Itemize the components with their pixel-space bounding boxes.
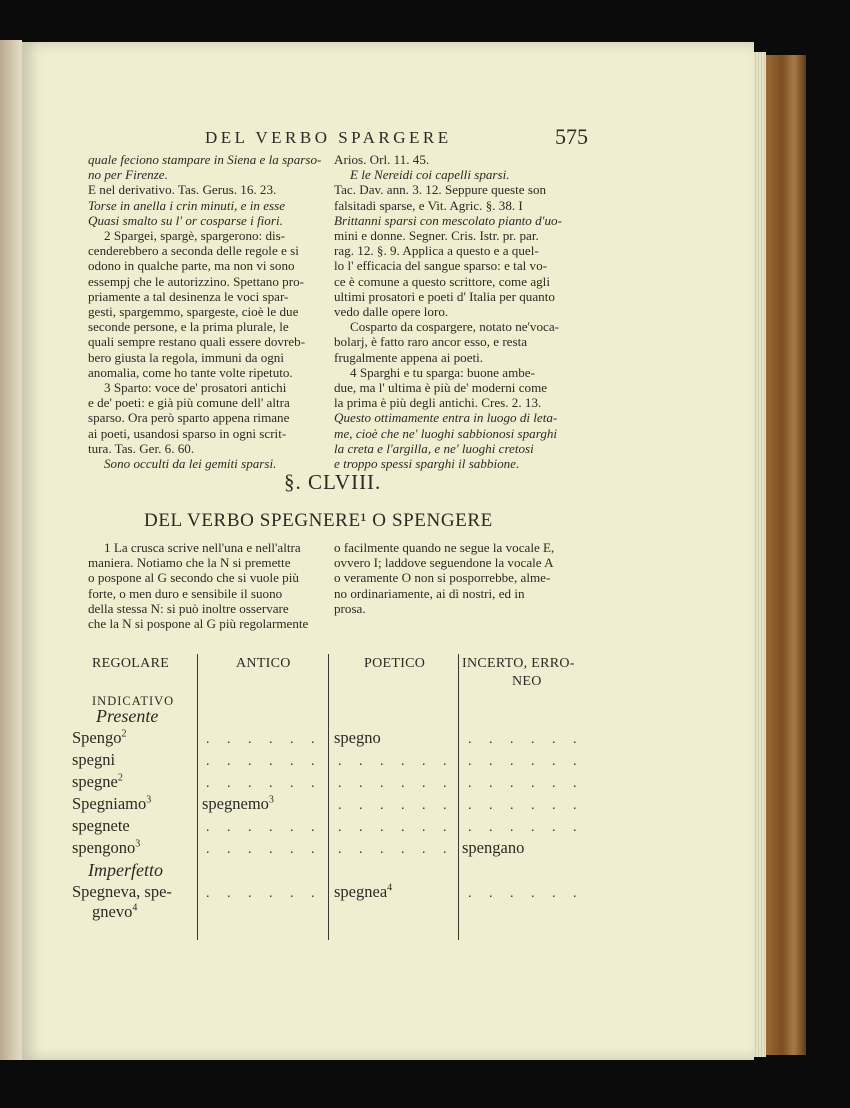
text-line: gesti, spargemmo, spargeste, cioè le due (88, 304, 299, 320)
poetico-form: spegno (334, 728, 381, 747)
regolare-form: spegni (72, 750, 116, 769)
text-line: cenderebbero a seconda delle regole e si (88, 243, 299, 259)
regolare-form: Spegneva, spe- (72, 882, 172, 901)
mood-label: INDICATIVO (92, 694, 175, 708)
footnote-line: prosa. (334, 600, 366, 616)
text-line: 3 Sparto: voce de' prosatori antichi (104, 380, 287, 396)
text-line: due, ma l' ultima è più de' moderni come (334, 380, 548, 396)
dots-placeholder: . . . . . . (206, 886, 322, 901)
text-line: E nel derivativo. Tas. Gerus. 16. 23. (88, 182, 277, 198)
dots-placeholder: . . . . . . (206, 754, 322, 769)
text-line: bero giusta la regola, immuni da ogni (88, 349, 284, 365)
footnote-ref: 3 (146, 794, 152, 806)
text-line: e troppo spessi sparghi il sabbione. (334, 456, 520, 472)
table-header-incerto-cont: NEO (512, 674, 542, 689)
table-row (72, 794, 151, 814)
text-line: odono in qualche parte, ma non vi sono (88, 258, 295, 274)
text-line: E le Nereidi coi capelli sparsi. (350, 167, 510, 183)
text-line: vedo dalle opere loro. (334, 304, 449, 320)
footnote-ref: 3 (135, 838, 141, 850)
footnote-column-left (88, 540, 358, 631)
table-divider (197, 654, 198, 940)
text-column-right (334, 152, 602, 471)
text-line: rag. 12. §. 9. Applica a questo e a quel- (334, 243, 539, 259)
text-line: ce è comune a questo scrittore, come agli (334, 273, 550, 289)
table-row (202, 794, 274, 814)
dots-placeholder: . . . . . . (468, 732, 584, 747)
incerto-form: spengano (462, 838, 525, 857)
footnote-line: no ordinariamente, ai dì nostri, ed in (334, 585, 525, 601)
footnote-ref: 2 (121, 728, 127, 740)
text-line: Torse in anella i crin minuti, e in esse (88, 197, 286, 213)
table-row (72, 838, 140, 858)
table-divider (328, 654, 329, 940)
dots-placeholder: . . . . . . (206, 842, 322, 857)
page-number: 575 (555, 124, 588, 149)
text-line: quali sempre restano quali essere dovreb- (88, 334, 306, 350)
regolare-form: Spengo (72, 728, 122, 747)
text-line: la prima è più degli antichi. Cres. 2. 13. (334, 395, 542, 411)
text-line: e de' poeti: e già più comune dell' altra (88, 395, 290, 411)
footnote-line: maniera. Notiamo che la N si premette (88, 555, 291, 571)
text-column-left (88, 152, 354, 471)
dots-placeholder: . . . . . . (338, 776, 454, 791)
dots-placeholder: . . . . . . (338, 798, 454, 813)
footnote-line: o pospone al G secondo che si vuole più (88, 570, 299, 586)
footnote-line: o veramente O non si posporrebbe, alme- (334, 570, 551, 586)
table-header-antico: ANTICO (236, 656, 291, 671)
dots-placeholder: . . . . . . (468, 886, 584, 901)
text-line: 4 Sparghi e tu sparga: buone ambe- (350, 364, 535, 380)
table-divider (458, 654, 459, 940)
text-line: 2 Spargei, spargè, spargerono: dis- (104, 228, 286, 244)
section-title: DEL VERBO SPEGNERE¹ O SPENGERE (144, 510, 493, 531)
dots-placeholder: . . . . . . (468, 776, 584, 791)
footnote-ref: 3 (268, 794, 274, 806)
footnote-line: 1 La crusca scrive nell'una e nell'altra (104, 540, 301, 555)
text-line: tura. Tas. Ger. 6. 60. (88, 440, 195, 456)
text-line: bolarj, è fatto raro ancor esso, e resta (334, 334, 528, 350)
text-line: Brittanni sparsi con mescolato pianto d'uo- (334, 212, 562, 228)
text-line: me, cioè che ne' luoghi sabbionosi sparghi (334, 425, 558, 441)
text-line: ai poeti, usandosi sparso in ogni scrit- (88, 425, 287, 441)
regolare-form: spegnete (72, 816, 130, 835)
table-row (334, 882, 392, 902)
text-line: seconde persone, e la prima plurale, le (88, 319, 289, 335)
table-row (72, 772, 123, 792)
dots-placeholder: . . . . . . (468, 820, 584, 835)
text-line: Cosparto da cospargere, notato ne'voca- (350, 319, 559, 335)
footnote-line: che la N si pospone al G più regolarmente (88, 616, 309, 632)
table-row (92, 902, 137, 922)
text-line: sparso. Ora però sparto appena rimane (88, 410, 290, 426)
book-cover (766, 55, 806, 1055)
footnote-column-right (334, 540, 604, 616)
footnote-line: forte, o men duro e sensibile il suono (88, 585, 283, 601)
dots-placeholder: . . . . . . (338, 754, 454, 769)
page-header (22, 124, 754, 152)
section-number: §. CLVIII. (284, 470, 382, 494)
footnote-line: ovvero I; laddove seguendone la vocale A (334, 555, 554, 571)
footnote-line: o facilmente quando ne segue la vocale E, (334, 540, 555, 555)
text-line: frugalmente appena ai poeti. (334, 349, 484, 365)
dots-placeholder: . . . . . . (206, 776, 322, 791)
dots-placeholder: . . . . . . (338, 820, 454, 835)
table-header-incerto: INCERTO, ERRO- (462, 656, 575, 671)
table-header-regolare: REGOLARE (92, 656, 170, 671)
text-line: anomalia, come ho tante volte ripetuto. (88, 364, 293, 380)
dots-placeholder: . . . . . . (338, 842, 454, 857)
text-line: mini e donne. Segner. Cris. Istr. pr. par. (334, 228, 539, 244)
table-row (72, 728, 127, 748)
facing-page-edge (0, 40, 22, 1060)
antico-form: spegnemo (202, 794, 269, 813)
text-line: Questo ottimamente entra in luogo di leta- (334, 410, 558, 426)
text-line: Sono occulti da lei gemiti sparsi. (104, 456, 277, 472)
dots-placeholder: . . . . . . (206, 732, 322, 747)
poetico-form: spegnea (334, 882, 388, 901)
dots-placeholder: . . . . . . (468, 754, 584, 769)
text-line: Arios. Orl. 11. 45. (334, 152, 430, 167)
regolare-form: Spegniamo (72, 794, 147, 813)
footnote-line: della stessa N: si può inoltre osservare (88, 600, 289, 616)
running-title: DEL VERBO SPARGERE (205, 128, 452, 147)
dots-placeholder: . . . . . . (206, 820, 322, 835)
regolare-form: spengono (72, 838, 136, 857)
tense-label-present: Presente (96, 706, 159, 726)
text-line: lo l' efficacia del sangue sparso: e tal vo- (334, 258, 547, 274)
text-line: priamente a tal desinenza le voci spar- (88, 288, 289, 304)
text-line: la creta e l'argilla, e ne' luoghi cretosi (334, 440, 534, 456)
text-line: Quasi smalto su l' or cosparse i fiori. (88, 212, 283, 228)
text-line: essempj che le autorizzino. Spettano pro- (88, 273, 304, 289)
text-line: quale feciono stampare in Siena e la sparso- (88, 152, 322, 167)
dots-placeholder: . . . . . . (468, 798, 584, 813)
regolare-form: gnevo (92, 902, 133, 921)
footnote-ref: 4 (387, 882, 393, 894)
footnote-ref: 4 (132, 902, 138, 914)
tense-label-imperfect: Imperfetto (88, 860, 163, 880)
text-line: ultimi prosatori e poeti d' Italia per quanto (334, 288, 555, 304)
text-line: Tac. Dav. ann. 3. 12. Seppure queste son (334, 182, 547, 198)
text-line: falsitadi sparse, e Vit. Agric. §. 38. I (334, 197, 523, 213)
table-header-poetico: POETICO (364, 656, 426, 671)
book-page (22, 42, 754, 1060)
footnote-ref: 2 (117, 772, 123, 784)
regolare-form: spegne (72, 772, 118, 791)
text-line: no per Firenze. (88, 167, 168, 183)
